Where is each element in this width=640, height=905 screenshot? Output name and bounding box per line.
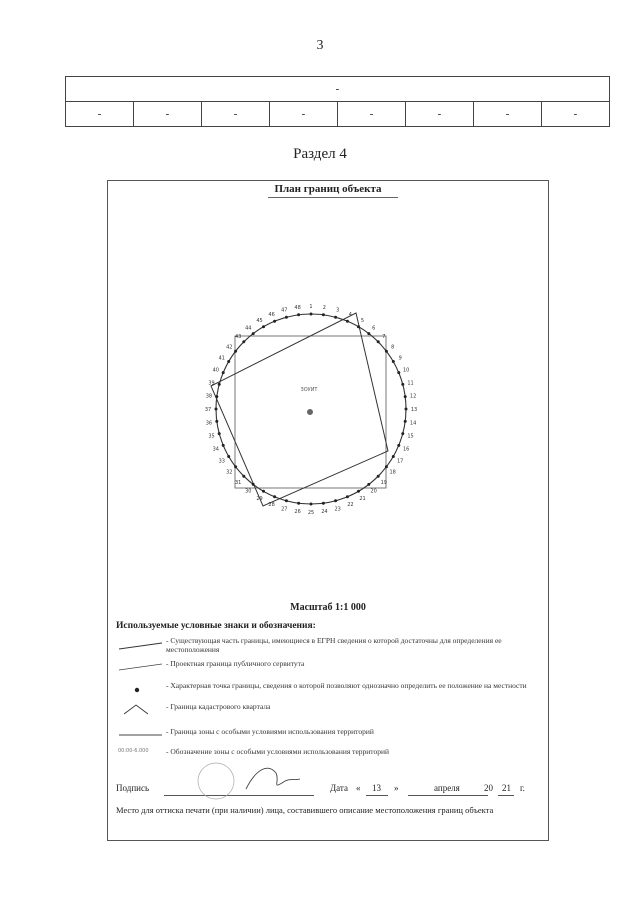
boundary-point-label: 24 [321,509,328,516]
boundary-point-label: 29 [256,496,263,503]
date-month: апреля [434,783,460,793]
boundary-point [397,371,400,374]
zone-center-marker [307,409,313,415]
table-cell: - [202,102,270,127]
boundary-point [404,395,407,398]
boundary-point-label: 30 [245,488,252,495]
date-year-prefix: 20 [484,783,493,793]
boundary-point-label: 47 [281,307,288,314]
boundary-point-label: 17 [397,458,404,465]
boundary-point [405,408,408,411]
boundary-point [334,316,337,319]
boundary-point [385,465,388,468]
boundary-point-label: 3 [336,307,340,314]
boundary-point [234,465,237,468]
boundary-point [215,395,218,398]
table-cell: - [270,102,338,127]
table-cell: - [474,102,542,127]
date-day: 13 [372,783,381,793]
boundary-point [346,495,349,498]
boundary-point-label: 26 [294,509,301,516]
boundary-point [346,320,349,323]
boundary-point-label: 28 [268,502,275,509]
boundary-point [404,420,407,423]
scale-label: Масштаб 1:1 000 [290,602,366,613]
boundary-point-label: 11 [407,380,414,387]
boundary-point [377,475,380,478]
boundary-point [297,313,300,316]
boundary-point-label: 31 [235,479,242,486]
boundary-point [377,340,380,343]
project-boundary-symbol [118,662,164,672]
boundary-point-label: 15 [407,433,414,440]
boundary-point-label: 27 [281,506,288,513]
legend-item-zone-boundary: - Граница зоны с особыми условиями использования территорий [166,727,374,736]
boundary-point-label: 14 [409,420,417,427]
boundary-point [218,432,221,435]
boundary-point-label: 2 [322,304,326,311]
boundary-point [273,495,276,498]
boundary-point [310,313,313,316]
zone-code-sample: 00:00-6.000 [118,748,149,754]
signature-label: Подпись [116,783,150,793]
boundary-point [310,503,313,506]
boundary-point-label: 38 [205,393,213,400]
legend-item-existing-boundary: - Существующая часть границы, имеющиеся в ЕГРН сведения о которой достаточны для определения ее местоположения [166,636,502,654]
existing-boundary-symbol [118,641,164,651]
characteristic-point-symbol [132,685,142,695]
boundary-point [262,490,265,493]
boundary-point-label: 43 [235,334,242,341]
boundary-point-label: 7 [382,334,386,341]
boundary-point-label: 32 [226,469,233,476]
zone-boundary-symbol [118,732,164,738]
boundary-point [242,475,245,478]
boundary-point-label: 1 [309,304,313,310]
year-underline [498,795,514,796]
boundary-point [401,383,404,386]
boundary-point [367,483,370,486]
month-underline [408,795,488,796]
boundary-point-label: 8 [391,344,395,351]
boundary-point [322,313,325,316]
date-year-unit: г. [520,783,525,793]
table-header-cell: - [66,77,610,102]
boundary-point-label: 20 [370,488,377,495]
servitude-boundary-polygon [211,313,388,509]
boundary-point-label: 35 [208,433,215,440]
boundary-point [322,502,325,505]
date-label: Дата [330,783,348,793]
boundary-point [367,332,370,335]
boundary-point [227,360,230,363]
boundary-point-label: 25 [307,510,315,516]
date-quote-open: « [356,783,361,793]
legend-item-zone-designation: - Обозначение зоны с особыми условиями использования территорий [166,747,389,756]
boundary-point [252,483,255,486]
boundary-point [397,444,400,447]
boundary-point-label: 10 [403,367,410,374]
boundary-point-label: 4 [348,311,352,318]
legend-item-cadastral-quarter: - Граница кадастрового квартала [166,702,271,711]
boundary-point-label: 9 [398,355,402,362]
boundary-point-label: 23 [334,506,341,513]
boundary-point-label: 36 [205,420,213,427]
stamp-place-note: Место для оттиска печати (при наличии) лица, составившего описание местоположения границ объекта [116,805,494,815]
boundary-point-label: 5 [360,317,365,324]
boundary-point-label: 48 [294,304,301,311]
boundary-point [385,350,388,353]
date-year-suffix: 21 [502,783,511,793]
legend-title: Используемые условные знаки и обозначения: [116,621,316,631]
boundary-point [234,350,237,353]
boundary-point [401,432,404,435]
boundary-point-label: 33 [218,458,225,465]
boundary-point [285,499,288,502]
boundary-point-label: 46 [268,311,275,318]
boundary-point [215,408,218,411]
boundary-point [218,383,221,386]
date-quote-close: » [394,783,399,793]
boundary-point-label: 42 [226,344,233,351]
section-title: Раздел 4 [293,146,347,162]
boundary-point [215,420,218,423]
boundary-point [392,360,395,363]
boundary-point-label: 34 [212,446,219,453]
boundary-point [242,340,245,343]
table-cell: - [66,102,134,127]
boundary-point [222,371,225,374]
table-cell: - [134,102,202,127]
boundary-point [227,455,230,458]
boundary-point-label: 45 [256,317,263,324]
table-cell: - [406,102,474,127]
boundary-point-label: 12 [409,393,417,400]
title-underline [268,197,398,198]
plan-frame [107,180,549,841]
boundary-point-label: 41 [218,355,225,362]
boundary-point [262,325,265,328]
boundary-point-label: 6 [372,325,376,332]
boundary-point-label: 37 [204,407,212,413]
table-cell: - [542,102,610,127]
boundary-point [334,499,337,502]
cadastral-quarter-symbol [122,702,152,716]
plan-title: План границ объекта [274,183,382,195]
boundary-point [297,502,300,505]
boundary-point [273,320,276,323]
signature-row [116,779,541,799]
boundary-point [252,332,255,335]
boundary-point-label: 16 [403,446,410,453]
legend-item-characteristic-point: - Характерная точка границы, сведения о которой позволяют однозначно определить ее положение на местности [166,681,527,690]
attributes-table [65,76,610,127]
boundary-point-label: 13 [410,407,418,413]
legend-item-project-boundary: - Проектная граница публичного сервитута [166,659,305,668]
boundary-point [285,316,288,319]
boundary-point [357,490,360,493]
boundary-point-label: 39 [208,380,215,387]
table-cell: - [338,102,406,127]
boundary-point-label: 40 [212,367,219,374]
day-underline [366,795,388,796]
boundary-point-label: 18 [389,469,396,476]
boundary-point-label: 22 [347,502,354,509]
signature-stamp-drawing [176,761,316,801]
boundary-point-label: 19 [380,479,387,486]
boundary-point [222,444,225,447]
boundary-point [392,455,395,458]
boundary-point [357,325,360,328]
boundary-point-label: 21 [359,496,366,503]
boundary-point-label: 44 [245,325,252,332]
zone-center-label: ЗОУИТ [300,387,318,393]
boundary-plan-drawing [203,301,423,521]
page-number: 3 [316,38,324,53]
